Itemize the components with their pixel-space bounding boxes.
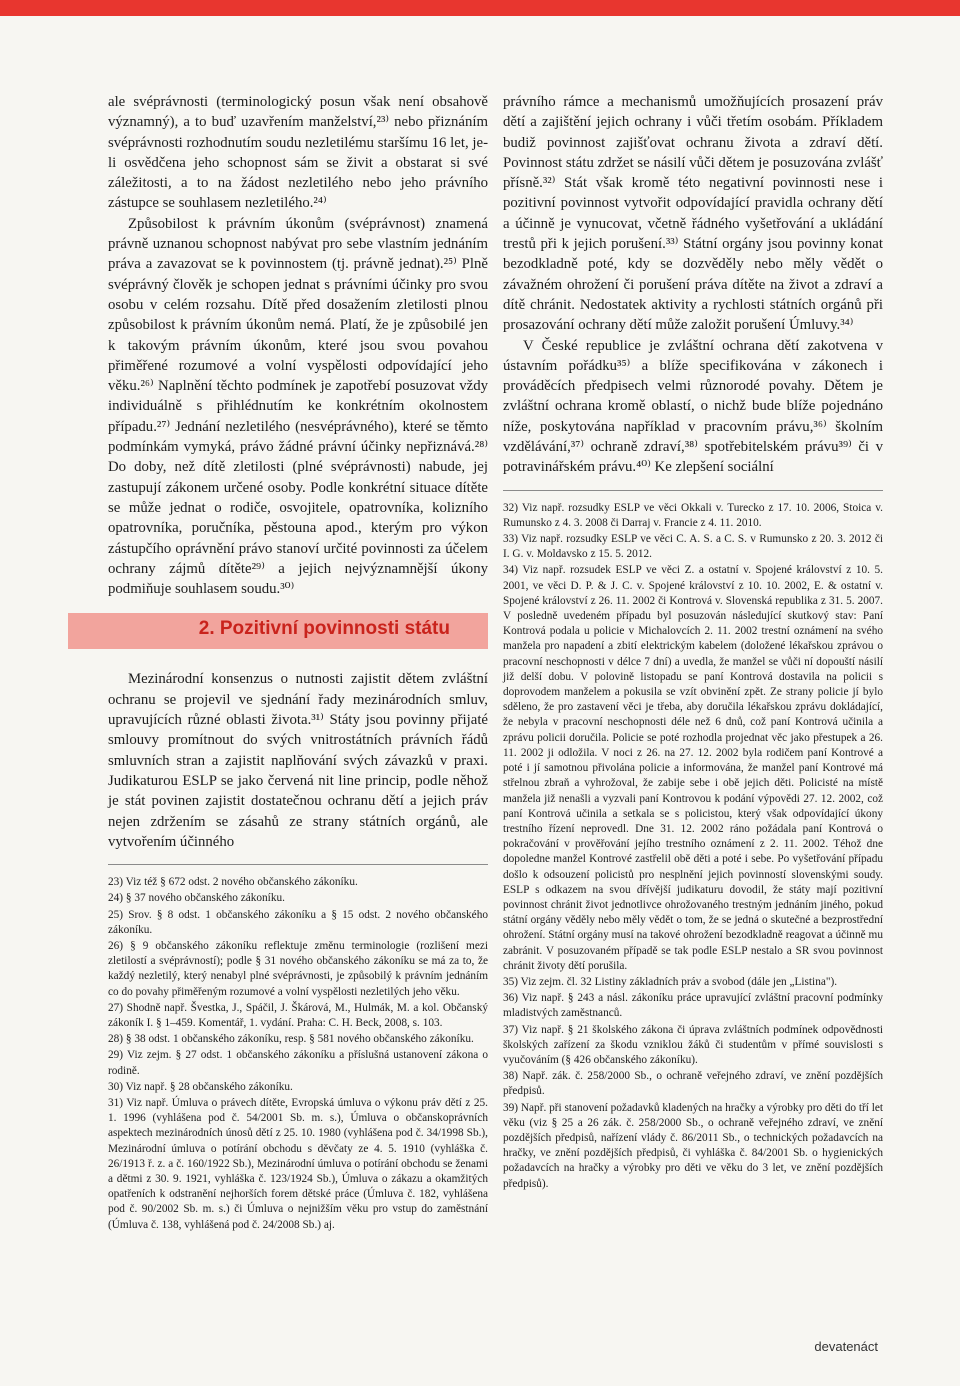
body-paragraph: Mezinárodní konsenzus o nutnosti zajistit dětem zvláštní ochranu se projevil ve sjednání řady mezinárodních smluv, upravujících různé oblasti života.³¹⁾ Státy jsou povinny přijaté smlouvy promítnout do svých vnitrostátních právních řádů smluvních stran a zajistit naplňování svých závazků v praxi. Judikaturou ESLP se jako červená nit line princip, podle něhož je stát povinen zajistit dostatečnou ochranu dětí a jejich práv nejen zdržením se zásahů ze strany státních orgánů, ale vytvořením účinného — [108, 671, 488, 850]
body-paragraph: Způsobilost k právním úkonům (svéprávnost) znamená právně uznanou schopnost nabývat pro sebe vlastním jednáním práva a zavazovat se k povinnostem (tj. právně jednat).²⁵⁾ Plně svéprávný člověk je schopen jednat s právními účinky pro svou osobu v celém rozsahu. Dítě před dosažením zletilosti plnou způsobilost k právním úkonům nemá. Platí, že je způsobilé jen k takovým právním úkonům, které jsou svou povahou přiměřené rozumové a volní vyspělosti odpovídající jeho věku.²⁶⁾ Naplnění těchto podmínek je zapotřebí posuzovat vždy individuálně s přihlédnutím ke konkrétním okolnostem případu.²⁷⁾ Jednání nezletilého (nesvéprávného), které se těmto podmínkám vymyká, právo žádné právní účinky nepřiznává.²⁸⁾ Do doby, než dítě zletilosti (plné svéprávnosti) nabude, jej zastupují zákonem určené osoby. Podle konkrétní situace dítěte se může jednat o rodiče, osvojitele, opatrovníka, kolizního opatrovníka, poručníka, pěstouna apod., kterým pro výkon zástupčího oprávnění právo stanoví určité povinnosti za účelem ochrany zájmů dítěte²⁹⁾ a jejich nejvýznamnější úkony podmiňuje souhlasem soudu.³⁰⁾ — [108, 215, 488, 598]
left-body — [108, 92, 488, 599]
footnote: 25) Srov. § 8 odst. 1 občanského zákoníku a § 15 odst. 2 nového občanského zákoníku. — [108, 908, 488, 936]
footnote: 28) § 38 odst. 1 občanského zákoníku, resp. § 581 nového občanského zákoníku. — [108, 1033, 474, 1046]
footnote-divider — [108, 864, 488, 865]
footnote: 34) Viz např. rozsudek ESLP ve věci Z. a ostatní v. Spojené království z 10. 5. 2001, ve věci D. P. & J. C. v. Spojené království z 10. 10. 2002, E. & ostatní v. Spojené království z 26. 11. 2002 či Kontrová v. Slovenská republika z 31. 5. 2007. V posledně uvedeném případu byl posuzován následující skutkový stav: Paní Kontrová podala u policie v Michalovcích 2. 11. 2002 trestní oznámení na svého manžela pro napadení a zbití elektrickým kabelem (doložené lékařskou zprávou o pracovní neschopnosti v délce 7 dní) a uvedla, že manžel se vůči ní dopouští násilí již delší dobu. V polovině listopadu se paní Kontrová dostavila na policii s doprovodem manželem a pokusila se vzít obvinění zpět. Ze strany policie jí bylo sděleno, že pro zastavení věci je třeba, aby doručila lékařskou zprávu dokládající, že nebyla v pracovní neschopnosti déle než 6 dnů, což paní Kontrová učinila a zprávu policii doručila. Policie se poté rozhodla projednat věc jako přestupek a 26. 11. 2002 ji odložila. V noci z 26. na 27. 12. 2002 byla rodičem paní Kontrové a poté i jí samotnou přivolána policie a informována, že manžel paní Kontrové má střelnou zbraň a vyhrožoval, že zabije sebe i obě jejich děti. Policisté na místě manžela již nenašli a vyzvali paní Kontrovou k podání výpovědi 27. 12. 2002, což paní Kontrová učinila a setkala se s policistou, který však odpovídající úkony trestního řízení neprovedl. Dne 31. 12. 2002 ráno požádala paní Kontrová o pokračování v prověřování jejího trestního oznámení z 2. 11. 2002. Téhož dne dopoledne manžel Kontrové zastřelil obě děti a poté i sebe. Po vyšetřování případu došlo k odsouzení policistů pro nesplnění jejich povinností slovenskými soudy. ESLP s odkazem na svou dřívější judikaturu dovodil, že státy mají pozitivní povinnost chránit život jednotlivce ohrožovaného trestným jednáním jiného, pokud státní orgány věděly nebo měly vědět o tom, že se jedná o skutečné a bezprostřední ohrožení. Státní orgány musí na takové ohrožení bezodkladně reagovat a účinně mu zabránit. V posuzovaném případě se tak podle ESLP nestalo a SR svou povinnost chránit životy dětí porušila. — [503, 564, 883, 972]
right-body — [503, 92, 883, 478]
footnote: 26) § 9 občanského zákoníku reflektuje změnu terminologie (rozlišení mezi zletilostí a svéprávností); podle § 31 nového občanského zákoníku se má za to, že každý nezletilý, který nenabyl plné svéprávnosti, je způsobilý k právním jednáním co do povahy přiměřeným rozumové a volní vyspělosti nezletilých jeho věku. — [108, 939, 488, 998]
body-paragraph: V České republice je zvláštní ochrana dětí zakotvena v ústavním pořádku³⁵⁾ a blíže specifikována v zákonech i prováděcích předpisech velmi různorodé povahy. Dětem je zvláštní ochrana kromě oblastí, o nichž bude blíže pojednáno níže, poskytována například v pracovním právu,³⁶⁾ školním vzdělávání,³⁷⁾ ochraně zdraví,³⁸⁾ spotřebitelském právu³⁹⁾ či v potravinářském právu.⁴⁰⁾ Ke zlepšení sociální — [503, 337, 883, 476]
footnote: 38) Např. zák. č. 258/2000 Sb., o ochraně veřejného zdraví, ve znění pozdějších předpisů. — [503, 1070, 883, 1098]
top-accent-bar — [0, 0, 960, 16]
footnote: 24) § 37 nového občanského zákoníku. — [108, 892, 285, 905]
body-paragraph: ale svéprávnosti (terminologický posun však není obsahově významný), a to buď uzavřením manželství,²³⁾ nebo přiznáním svéprávnosti rozhodnutím soudu nezletilému staršímu 16 let, je-li osvědčena jeho schopnost sám se živit a obstarat si své záležitosti, a to na žádost nezletilého nebo jeho právního zástupce se souhlasem nezletilého.²⁴⁾ — [108, 94, 488, 212]
footnote: 32) Viz např. rozsudky ESLP ve věci Okkali v. Turecko z 17. 10. 2006, Stoica v. Rumunsko z 4. 3. 2008 či Darraj v. Francie z 4. 11. 2010. — [503, 501, 883, 529]
section-heading-band — [68, 613, 488, 649]
footnote: 39) Např. při stanovení požadavků kladených na hračky a výrobky pro děti do tří let věku (viz § 25 a 26 zák. č. 258/2000 Sb., o ochraně veřejného zdraví, ve znění pozdějších předpisů, nařízení vlády č. 86/2011 Sb., o technických požadavcích na hračky, ve znění pozdějších předpisů, či vyhláška č. 84/2001 Sb. o hygienických požadavcích na hračky a výrobky pro děti ve věku do 3 let, ve znění pozdějších předpisů). — [503, 1101, 883, 1190]
footnote: 36) Viz např. § 243 a násl. zákoníku práce upravující zvláštní pracovní podmínky mladistvých zaměstnanců. — [503, 992, 883, 1020]
section-heading: 2. Pozitivní povinnosti státu — [198, 618, 450, 640]
footnote: 33) Viz např. rozsudky ESLP ve věci C. A. S. a C. S. v Rumunsko z 20. 3. 2012 či I. G. v. Moldavsko z 15. 5. 2012. — [503, 533, 883, 561]
left-column — [108, 92, 488, 1234]
footnote: 29) Viz zejm. § 27 odst. 1 občanského zákoníku a příslušná ustanovení zákona o rodině. — [108, 1049, 488, 1077]
footnote: 35) Viz zejm. čl. 32 Listiny základních práv a svobod (dále jen „Listina"). — [503, 975, 838, 988]
body-paragraph: právního rámce a mechanismů umožňujících prosazení práv dětí a zajištění jejich ochrany i vůči třetím osobám. Příkladem budiž povinnost zajišťovat ochranu života a zdraví dětí. Povinnost státu zdržet se násilí vůči dětem je posuzována zvlášť přísně.³²⁾ Stát však kromě této negativní povinnosti nese i pozitivní povinnost vytvořit odpovídající pravidla ochrany dětí a účinně je vynucovat, včetně řádného vyšetřování a ukládání trestů při k jejich porušení.³³⁾ Státní orgány jsou povinny konat bezodkladně poté, kdy se dozvěděly nebo měly vědět o závažném ohrožení či porušení práva dítěte na život a zdraví a dítě chránit. Nedostatek aktivity a rychlosti státních orgánů při prosazování ochrany dětí může založit porušení Úmluvy.³⁴⁾ — [503, 94, 883, 334]
footnote: 31) Viz např. Úmluva o právech dítěte, Evropská úmluva o výkonu práv dětí z 25. 1. 1996 (vyhlášena pod č. 54/2001 Sb. m. s.), Úmluva o občanskoprávních aspektech mezinárodních únosů dětí z 25. 10. 1980 (vyhlášena pod č. 34/1998 Sb.), Mezinárodní úmluva o potírání obchodu s děvčaty ze 4. 5. 1910 (vyhláška č. 26/1913 ř. z. a č. 160/1922 Sb.), Mezinárodní úmluva o potírání obchodu se ženami a dětmi z 30. 9. 1921, vyhláška č. 123/1924 Sb.), Úmluva o zákazu a okamžitých opatřeních k odstranění nejhorších forem dětské práce (Úmluva č. 182, vyhlášena pod č. 90/2002 Sb. m. s.) či Úmluva o nejnižším věku pro vstup do zaměstnání (Úmluva č. 138, vyhlášená pod č. 24/2008 Sb.) aj. — [108, 1096, 488, 1231]
footnote: 30) Viz např. § 28 občanského zákoníku. — [108, 1080, 293, 1093]
left-body-after-heading — [108, 669, 488, 852]
right-column — [503, 92, 883, 1193]
footnote: 23) Viz též § 672 odst. 2 nového občanského zákoníku. — [108, 876, 358, 889]
footnote: 37) Viz např. § 21 školského zákona či úprava zvláštních podmínek odpovědnosti školských zařízení za škodu vzniklou žáků či studentům v přímé souvislosti s vyučováním (§ 426 občanského zákoníku). — [503, 1023, 883, 1066]
right-footnotes — [503, 501, 883, 1192]
left-footnotes — [108, 875, 488, 1233]
footnote-divider — [503, 490, 883, 491]
footnote: 27) Shodně např. Švestka, J., Spáčil, J. Škárová, M., Hulmák, M. a kol. Občanský zákoník I. § 1–459. Komentář, 1. vydání. Praha: C. H. Beck, 2008, s. 103. — [108, 1001, 488, 1029]
page-number: devatenáct — [814, 1339, 878, 1354]
